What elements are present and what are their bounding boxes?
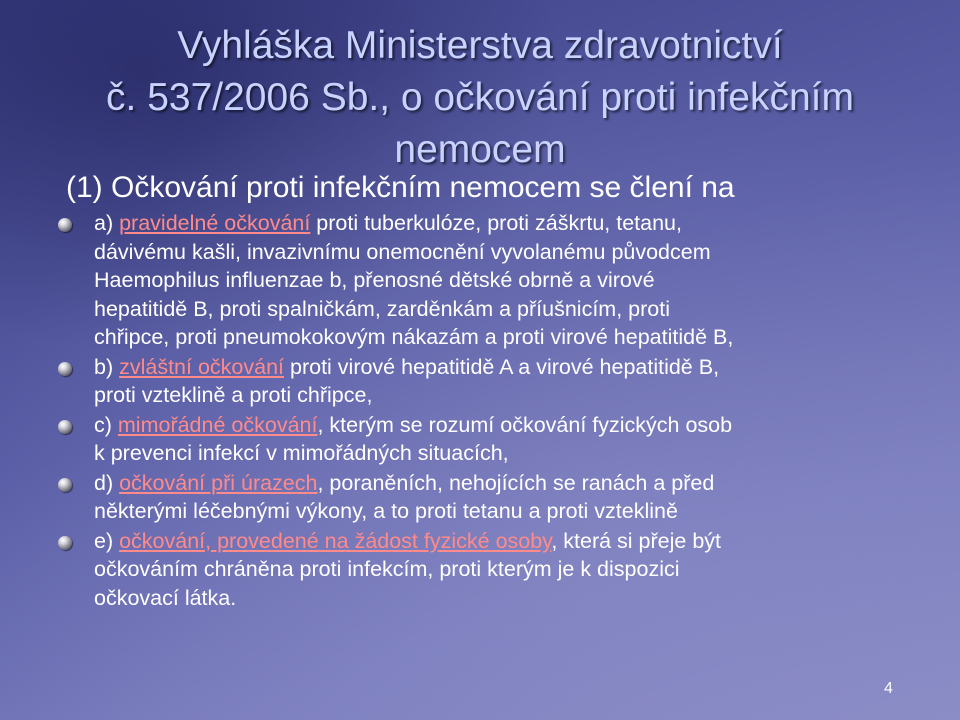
item-text: proti virové hepatitidě A a virové hepatitidě B,: [284, 354, 720, 379]
item-text: , která si přeje být: [551, 528, 722, 553]
item-text: , kterým se rozumí očkování fyzických osob: [317, 412, 733, 437]
bullet-icon: [58, 478, 72, 492]
link-mimoradne-ockovani[interactable]: mimořádné očkování: [117, 412, 318, 437]
item-text-line: očkováním chráněna proti infekcím, proti kterým je k dispozici: [94, 557, 680, 581]
bullet-icon: [58, 218, 72, 232]
bullet-icon: [58, 420, 72, 434]
link-zvlastni-ockovani[interactable]: zvláštní očkování: [119, 354, 285, 379]
item-text-line: k prevenci infekcí v mimořádných situacích,: [94, 441, 509, 465]
item-lead: c): [94, 412, 118, 437]
link-ockovani-pri-urazech[interactable]: očkování při úrazech: [119, 470, 318, 495]
item-text-line: dávivému kašli, invazivnímu onemocnění vyvolanému původcem: [94, 239, 711, 264]
item-text-line: některými léčebnými výkony, a to proti tetanu a proti vzteklině: [94, 499, 678, 523]
item-lead: e): [94, 528, 120, 553]
list-item-d: [58, 469, 908, 526]
item-text-line: hepatitidě B, proti spalničkám, zarděnkám a příušnicím, proti: [94, 296, 670, 321]
list-item-c: [58, 411, 908, 468]
page-number: 4: [884, 680, 893, 697]
item-text: , poraněních, nehojících se ranách a před: [317, 470, 715, 495]
link-ockovani-na-zadost[interactable]: očkování, provedené na žádost fyzické osoby: [119, 528, 552, 553]
slide-title: [40, 20, 920, 176]
title-line-3: nemocem: [394, 128, 566, 171]
item-lead: b): [94, 354, 120, 379]
bullet-icon: [58, 362, 72, 376]
item-text-line: Haemophilus influenzae b, přenosné dětské obrně a virové: [94, 268, 655, 292]
title-line-1: Vyhláška Ministerstva zdravotnictví: [177, 24, 783, 67]
link-pravidelne-ockovani[interactable]: pravidelné očkování: [119, 211, 311, 235]
list-item-e: [58, 527, 908, 613]
item-text-line: chřipce, proti pneumokokovým nákazám a proti virové hepatitidě B,: [94, 325, 734, 349]
item-lead: d): [94, 470, 120, 495]
intro-text: (1) Očkování proti infekčním nemocem se člení na: [66, 171, 735, 204]
item-text-line: očkovací látka.: [94, 585, 237, 610]
bullet-icon: [58, 536, 72, 550]
title-line-2: č. 537/2006 Sb., o očkování proti infekčním: [106, 76, 854, 119]
vaccination-list: [58, 209, 908, 612]
list-item-a: [58, 209, 908, 352]
item-text: proti tuberkulóze, proti záškrtu, tetanu,: [310, 211, 682, 235]
item-text-line: proti vzteklině a proti chřipce,: [94, 383, 373, 407]
item-lead: a): [94, 211, 120, 235]
list-item-b: [58, 353, 908, 410]
